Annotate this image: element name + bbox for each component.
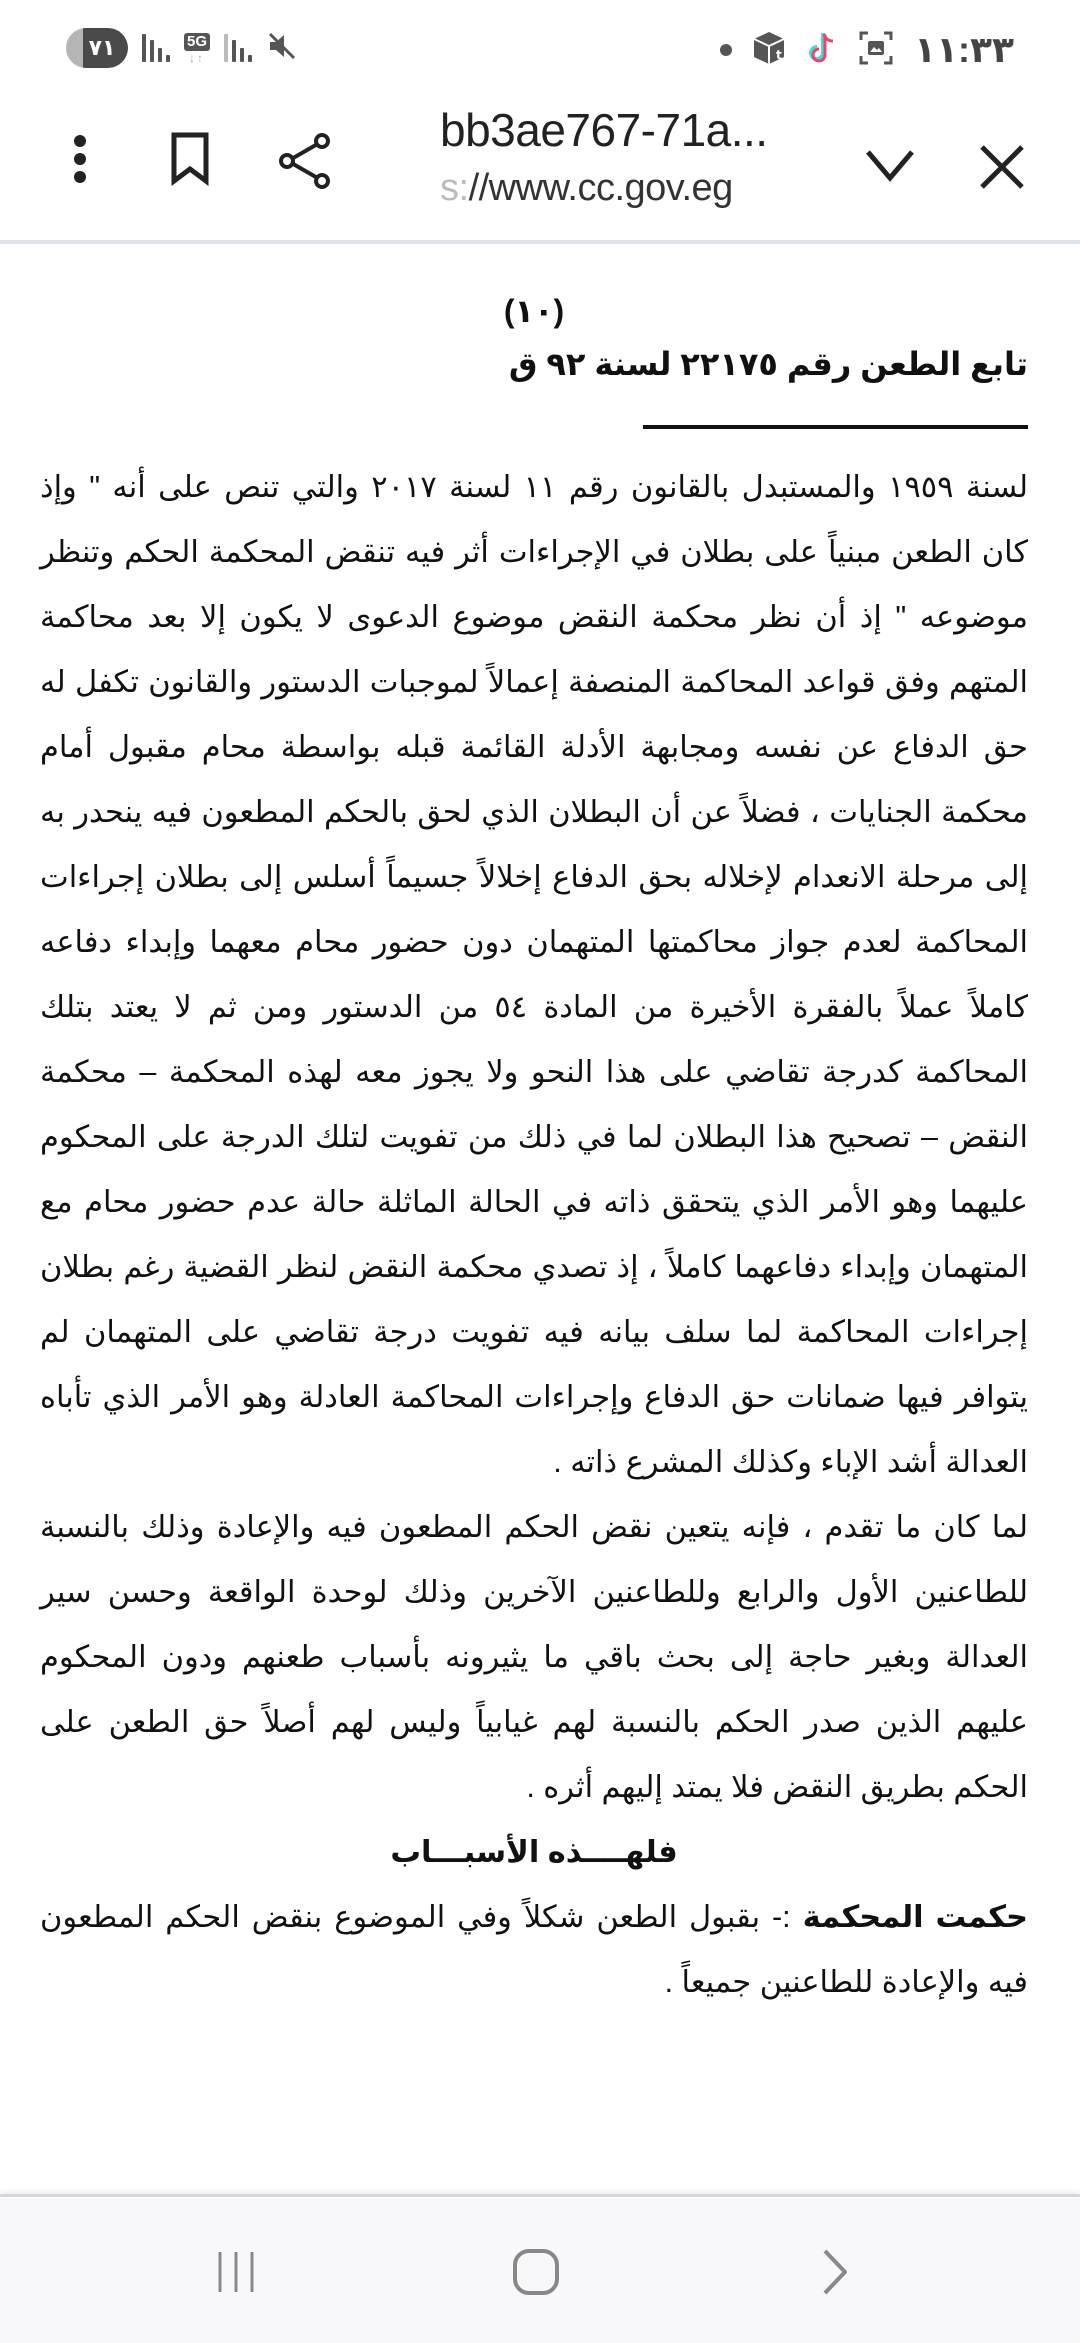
battery-level: ٧١ (88, 35, 116, 60)
network-type: 5G (184, 33, 210, 51)
home-button[interactable] (496, 2242, 576, 2302)
close-icon (979, 144, 1025, 190)
reasons-heading: فلهــــذه الأسبـــاب (390, 1835, 678, 1869)
clock: ١١:٣٣ (914, 29, 1014, 70)
paragraph: لسنة ١٩٥٩ والمستبدل بالقانون رقم ١١ لسنة ٢٠١٧ والتي تنص على أنه " وإذ كان الطعن مبنياً على بطلان في الإجراءات أثر فيه تنقض المحكمة الحكم وتنظر موضوعه " إذ أن نظر محكمة النقض موضوع الدعوى لا يكون إلا بعد محاكمة المتهم وفق قواعد المحاكمة المنصفة إعمالاً لموجبات الدستور والقانون تكفل له حق الدفاع عن نفسه ومجابهة الأدلة القائمة قبله بواسطة محام مقبول أمام محكمة الجنايات ، فضلاً عن أن البطلان الذي لحق بالحكم المطعون فيه ينحدر به إلى مرحلة الانعدام لإخلاله بحق الدفاع إخلالاً جسيماً أسلس إلى بطلان إجراءات المحاكمة لعدم جواز محاكمتها المتهمان دون حضور محام معهما وإبداء دفاعه كاملاً عملاً بالفقرة الأخيرة من المادة ٥٤ من الدستور ومن ثم لا يعتد بتلك المحاكمة كدرجة تقاضي على هذا النحو ولا يجوز معه لهذه المحكمة – محكمة النقض – تصحيح هذا البطلان لما في ذلك من تفويت لتلك الدرجة على المحكوم عليهما وهو الأمر الذي يتحقق ذاته في الحالة الماثلة حالة عدم حضور محام مع المتهمان وإبداء دفاعهما كاملاً ، إذ تصدي محكمة النقض لنظر القضية رغم بطلان إجراءات المحاكمة لما سلف بيانه فيه تفويت درجة تقاضي على المتهمان لم يتوافر فيها ضمانات حق الدفاع وإجراءات المحاكمة العادلة وهو الأمر الذي تأباه العدالة أشد الإباء وكذلك المشرع ذاته . (40, 470, 1028, 1479)
ruling-paragraph (40, 1885, 1028, 2015)
page-title-block[interactable] (440, 103, 780, 210)
notification-dot-icon (720, 44, 732, 56)
back-chevron-icon (821, 2247, 851, 2297)
page-title: bb3ae767-71a... (440, 104, 768, 156)
signal-icon-sim2 (224, 34, 252, 62)
svg-text:t: t (776, 47, 782, 62)
home-icon (511, 2247, 561, 2297)
share-button[interactable] (270, 129, 340, 193)
ruling-label: حكمت المحكمة (802, 1900, 1028, 1934)
back-button[interactable] (796, 2242, 876, 2302)
page-url: s://www.cc.gov.eg (440, 167, 733, 209)
cube-app-icon (752, 30, 786, 71)
recent-apps-icon (214, 2248, 258, 2296)
close-button[interactable] (970, 135, 1034, 199)
page-number: (١٠) (503, 293, 565, 329)
paragraph: لما كان ما تقدم ، فإنه يتعين نقض الحكم المطعون فيه والإعادة وذلك بالنسبة للطاعنين الأول والرابع وللطاعنين الآخرين وذلك لوحدة الواقعة وحسن سير العدالة وبغير حاجة إلى بحث باقي ما يثيرونه بأسباب طعنهم ودون المحكوم عليهم الذين صدر الحكم بالنسبة لهم غيابياً وليس لهم أصلاً حق الطعن على الحكم بطريق النقض فلا يمتد إليهم أثره . (40, 1510, 1028, 1804)
signal-icon (142, 34, 170, 62)
bookmark-button[interactable] (160, 129, 220, 189)
screenshot-icon (858, 30, 894, 71)
battery-icon (66, 28, 128, 68)
bookmark-icon (170, 131, 210, 187)
recent-apps-button[interactable] (196, 2242, 276, 2302)
chevron-down-icon (864, 148, 916, 182)
more-vert-icon (73, 134, 87, 184)
title-underline (643, 425, 1028, 429)
ruling-text: :- بقبول الطعن شكلاً وفي الموضوع بنقض الحكم المطعون فيه والإعادة للطاعنين جميعاً . (40, 1900, 1028, 1999)
case-title: تابع الطعن رقم ٢٢١٧٥ لسنة ٩٢ ق (508, 346, 1028, 382)
menu-button[interactable] (55, 129, 105, 189)
expand-button[interactable] (858, 135, 922, 195)
share-icon (276, 132, 334, 190)
5g-data-icon: 5G ↓↑ (184, 33, 210, 64)
tiktok-icon (806, 30, 838, 71)
document-body (40, 455, 1028, 2015)
mute-icon (266, 30, 298, 67)
system-nav-bar (0, 2194, 1080, 2343)
status-bar (0, 0, 1080, 95)
browser-toolbar (0, 95, 1080, 244)
